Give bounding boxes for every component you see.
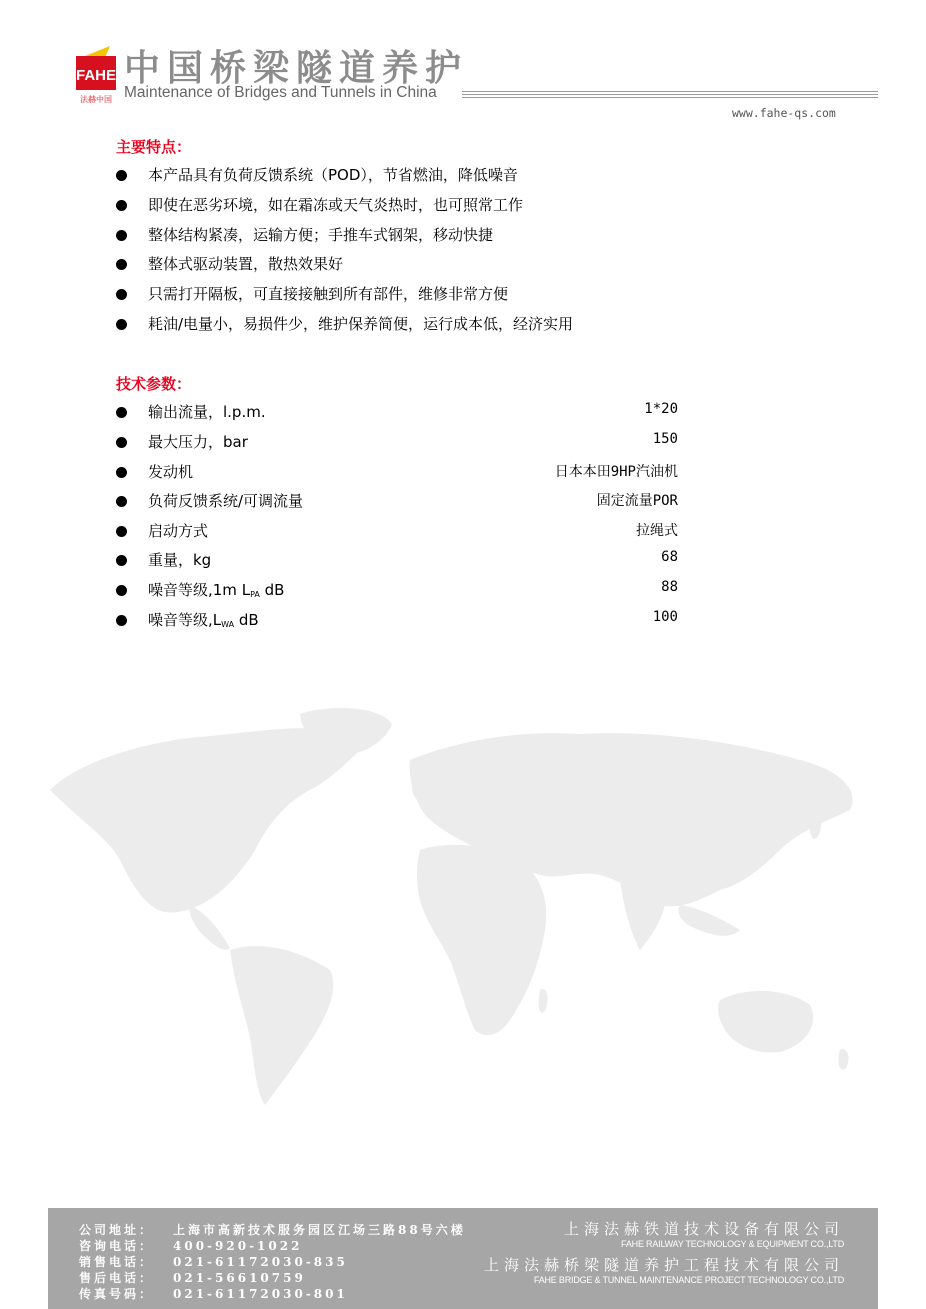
spec-name: 最大压力，bar: [148, 433, 248, 451]
company2-name-cn: 上海法赫桥梁隧道养护工程技术有限公司: [483, 1256, 844, 1274]
bullet-icon: [116, 200, 127, 211]
features-title: 主要特点：: [116, 138, 192, 156]
spec-name: 输出流量，l.p.m.: [148, 403, 266, 421]
north-america-shape: [50, 728, 370, 912]
company-names: [484, 1220, 844, 1292]
bullet-icon: [116, 615, 127, 626]
spec-name: 重量，kg: [148, 551, 212, 569]
company1-name-en: FAHE RAILWAY TECHNOLOGY & EQUIPMENT CO.,LTD: [621, 1239, 844, 1249]
bullet-icon: [116, 585, 127, 596]
brand-title-cn: 中国桥梁隧道养护: [124, 48, 469, 89]
bullet-icon: [116, 259, 127, 270]
south-america-shape: [230, 946, 333, 1105]
spec-value: 拉绳式: [636, 523, 678, 539]
bullet-icon: [116, 230, 127, 241]
spec-value: 150: [652, 431, 678, 447]
spec-value: 100: [652, 609, 678, 625]
contact-consult-phone: 咨询电话： 400-920-1022: [79, 1239, 303, 1253]
bullet-icon: [116, 437, 127, 448]
contact-address: 公司地址： 上海市高新技术服务园区江场三路88号六楼: [79, 1223, 466, 1237]
svg-text:法赫中国: 法赫中国: [80, 95, 112, 104]
contact-info: [79, 1222, 466, 1302]
contact-fax: 传真号码： 021-61172030-801: [79, 1287, 348, 1301]
bullet-icon: [116, 289, 127, 300]
company1-name-cn: 上海法赫铁道技术设备有限公司: [563, 1220, 844, 1238]
bullet-icon: [116, 319, 127, 330]
specs-title: 技术参数：: [116, 375, 192, 393]
bullet-icon: [116, 407, 127, 418]
svg-text:FAHE: FAHE: [76, 67, 117, 84]
spec-value: 固定流量POR: [596, 493, 678, 509]
fahe-logo: [76, 44, 118, 106]
central-america-shape: [189, 905, 230, 950]
uk-shape: [412, 783, 424, 798]
madagascar-shape: [539, 989, 548, 1013]
bullet-icon: [116, 526, 127, 537]
spec-value: 88: [661, 579, 678, 595]
new-zealand-shape: [838, 1049, 848, 1069]
bullet-icon: [116, 555, 127, 566]
spec-name: 噪音等级$,L_{WA}$ dB: [148, 611, 259, 629]
spec-name: 发动机: [148, 463, 194, 481]
spec-name: 负荷反馈系统/可调流量: [148, 492, 304, 510]
contact-sales-phone: 销售电话： 021-61172030-835: [79, 1255, 348, 1269]
bullet-icon: [116, 170, 127, 181]
bullet-icon: [116, 467, 127, 478]
spec-name: 启动方式: [148, 522, 209, 540]
africa-shape: [417, 845, 546, 1035]
contact-aftersales-phone: 售后电话： 021-56610759: [79, 1271, 306, 1285]
southeast-asia-shape: [678, 905, 740, 936]
world-map-watermark: [40, 700, 880, 1120]
japan-shape: [810, 816, 821, 838]
brand-title-en: Maintenance of Bridges and Tunnels in China: [124, 84, 437, 101]
bullet-icon: [116, 496, 127, 507]
australia-shape: [718, 991, 813, 1053]
footer: [48, 1208, 878, 1309]
header-rule: [462, 91, 878, 99]
spec-value: 68: [661, 549, 678, 565]
spec-value: 日本本田9HP汽油机: [554, 464, 678, 480]
company2-name-en: FAHE BRIDGE & TUNNEL MAINTENANCE PROJECT TECHNOLOGY CO.,LTD: [533, 1275, 844, 1285]
spec-value: 1*20: [644, 401, 678, 417]
spec-name: 噪音等级,1m $L_{PA}$ dB: [148, 581, 285, 599]
website-link[interactable]: www.fahe-qs.com: [732, 106, 836, 120]
